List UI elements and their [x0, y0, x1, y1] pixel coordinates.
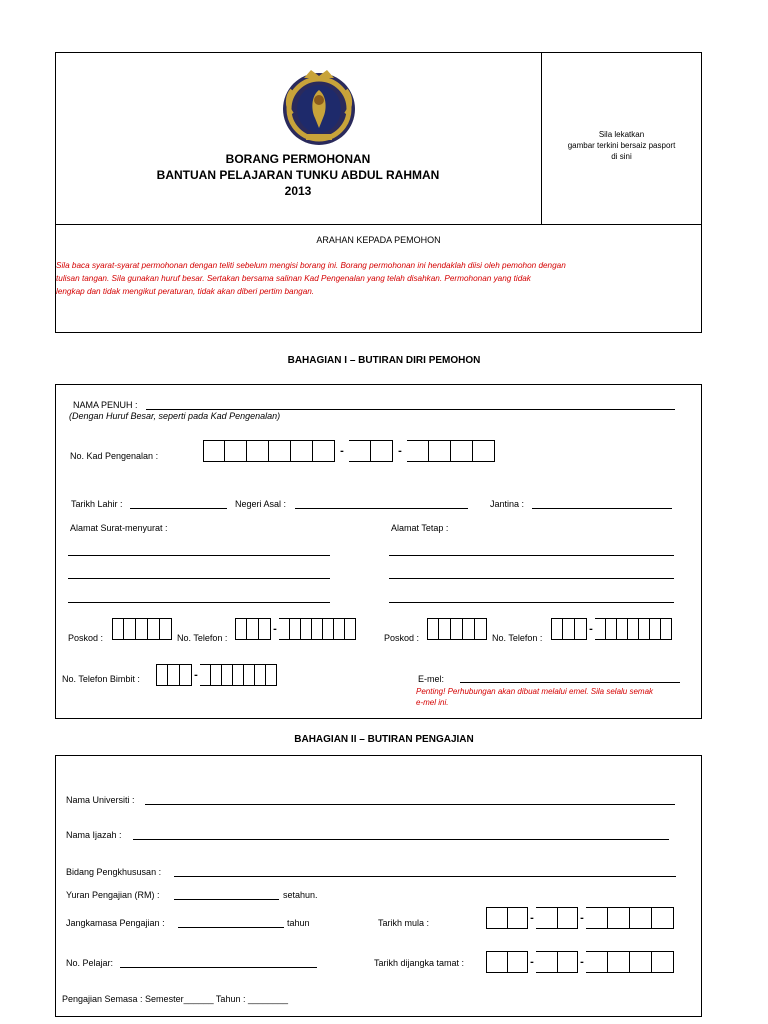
- instructions-line-1: Sila baca syarat-syarat permohonan dengan teliti sebelum mengisi borang ini. Borang permohonan ini hendaklah diisi oleh pemohon dengan: [56, 261, 566, 270]
- setahun-label: setahun.: [283, 890, 318, 900]
- alamat-surat-label: Alamat Surat-menyurat :: [70, 523, 168, 533]
- jangkamasa-field[interactable]: [178, 927, 284, 928]
- pelajar-field[interactable]: [120, 967, 317, 968]
- form-title: [55, 151, 541, 199]
- instructions-line-3: lengkap dan tidak mengikut peraturan, tidak akan diberi pertim bangan.: [56, 287, 315, 296]
- header-divider: [55, 224, 702, 225]
- telefon-label: No. Telefon :: [177, 633, 228, 643]
- nama-penuh-field[interactable]: [146, 409, 675, 410]
- section-2-title: BAHAGIAN II – BUTIRAN PENGAJIAN: [294, 734, 474, 745]
- poskod-tetap-field[interactable]: [427, 618, 487, 640]
- jantina-label: Jantina :: [490, 499, 525, 509]
- pelajar-label: No. Pelajar:: [66, 958, 114, 968]
- negeri-asal-label: Negeri Asal :: [235, 499, 287, 509]
- alamat-surat-line-1[interactable]: [68, 555, 330, 556]
- section-1-title: BAHAGIAN I – BUTIRAN DIRI PEMOHON: [287, 355, 481, 366]
- ijazah-field[interactable]: [133, 839, 669, 840]
- jantina-field[interactable]: [532, 508, 672, 509]
- photo-placeholder: [541, 129, 702, 162]
- alamat-tetap-line-2[interactable]: [389, 578, 674, 579]
- telefon-tetap-label: No. Telefon :: [492, 633, 543, 643]
- section-1-box: [55, 384, 702, 719]
- nama-penuh-label: NAMA PENUH :: [73, 400, 138, 410]
- alamat-tetap-line-3[interactable]: [389, 602, 674, 603]
- crest-logo: [278, 66, 360, 148]
- negeri-asal-field[interactable]: [295, 508, 468, 509]
- nama-hint: (Dengan Huruf Besar, seperti pada Kad Pengenalan): [69, 411, 281, 421]
- photo-line-2: gambar terkini bersaiz pasport: [567, 141, 676, 150]
- telefon-field[interactable]: -: [235, 618, 356, 640]
- kad-label: No. Kad Pengenalan :: [70, 451, 159, 461]
- title-line-1: BORANG PERMOHONAN: [225, 152, 371, 166]
- ijazah-label: Nama Ijazah :: [66, 830, 122, 840]
- title-line-3: 2013: [284, 184, 312, 198]
- alamat-tetap-line-1[interactable]: [389, 555, 674, 556]
- emel-note-line-1: Penting! Perhubungan akan dibuat melalui emel. Sila selalu semak: [416, 687, 654, 696]
- alamat-surat-line-2[interactable]: [68, 578, 330, 579]
- alamat-surat-line-3[interactable]: [68, 602, 330, 603]
- tarikh-lahir-field[interactable]: [130, 508, 227, 509]
- universiti-label: Nama Universiti :: [66, 795, 135, 805]
- poskod-tetap-label: Poskod :: [384, 633, 420, 643]
- alamat-tetap-label: Alamat Tetap :: [391, 523, 449, 533]
- emel-note: [416, 686, 653, 708]
- yuran-label: Yuran Pengajian (RM) :: [66, 890, 160, 900]
- bidang-label: Bidang Pengkhususan :: [66, 867, 162, 877]
- tarikh-tamat-label: Tarikh dijangka tamat :: [374, 958, 465, 968]
- title-line-2: BANTUAN PELAJARAN TUNKU ABDUL RAHMAN: [156, 168, 440, 182]
- emel-note-line-2: e-mel ini.: [416, 698, 449, 707]
- emel-label: E-mel:: [418, 674, 445, 684]
- instructions-line-2: tulisan tangan. Sila gunakan huruf besar. Sertakan bersama salinan Kad Pengenalan yang telah disahkan. Permohonan yang tidak: [56, 274, 531, 283]
- kad-pengenalan-field[interactable]: - -: [203, 440, 495, 462]
- jangkamasa-label: Jangkamasa Pengajian :: [66, 918, 165, 928]
- section-2-box: [55, 755, 702, 1017]
- bimbit-label: No. Telefon Bimbit :: [62, 674, 140, 684]
- photo-line-1: Sila lekatkan: [598, 130, 645, 139]
- poskod-label: Poskod :: [68, 633, 104, 643]
- tarikh-tamat-field[interactable]: - -: [486, 951, 674, 973]
- instructions-text: [56, 259, 702, 298]
- bidang-field[interactable]: [174, 876, 676, 877]
- instructions-heading: ARAHAN KEPADA PEMOHON: [316, 235, 441, 245]
- universiti-field[interactable]: [145, 804, 675, 805]
- tarikh-lahir-label: Tarikh Lahir :: [71, 499, 123, 509]
- photo-line-3: di sini: [611, 152, 632, 161]
- emel-field[interactable]: [460, 682, 680, 683]
- tarikh-mula-label: Tarikh mula :: [378, 918, 430, 928]
- tahun-label: tahun: [287, 918, 310, 928]
- telefon-tetap-field[interactable]: -: [551, 618, 672, 640]
- poskod-field[interactable]: [112, 618, 172, 640]
- tarikh-mula-field[interactable]: - -: [486, 907, 674, 929]
- bimbit-field[interactable]: -: [156, 664, 277, 686]
- pengajian-semasa[interactable]: Pengajian Semasa : Semester______ Tahun : ________: [62, 994, 289, 1004]
- yuran-field[interactable]: [174, 899, 279, 900]
